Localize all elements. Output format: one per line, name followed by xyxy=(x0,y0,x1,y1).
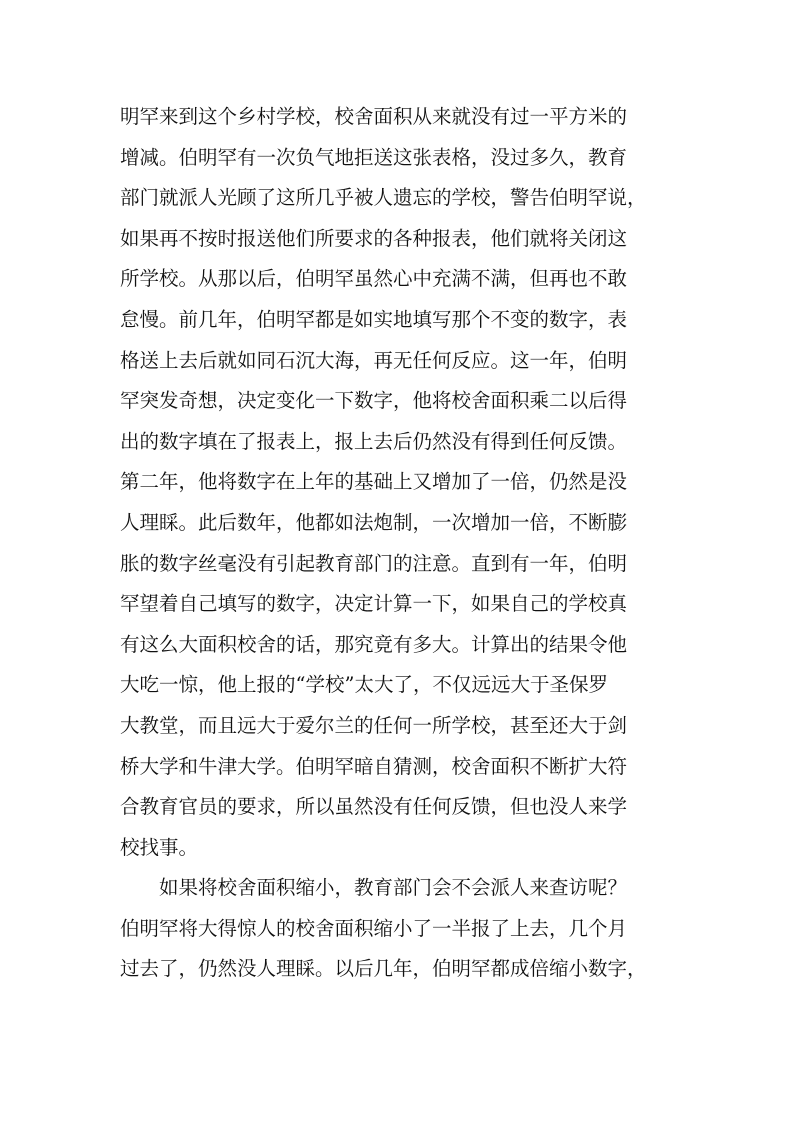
body-text xyxy=(120,97,695,990)
text-line: 胀的数字丝毫没有引起教育部门的注意。直到有一年，伯明 xyxy=(120,551,628,575)
text-line: 大教堂，而且远大于爱尔兰的任何一所学校，甚至还大于剑 xyxy=(120,713,628,737)
text-line: 出的数字填在了报表上，报上去后仍然没有得到任何反馈。 xyxy=(120,429,628,453)
text-line: 增减。伯明罕有一次负气地拒送这张表格，没过多久，教育 xyxy=(120,145,628,169)
text-line: 如果再不按时报送他们所要求的各种报表，他们就将关闭这 xyxy=(120,226,628,250)
text-line: 过去了，仍然没人理睬。以后几年，伯明罕都成倍缩小数字， xyxy=(120,957,647,981)
text-line: 怠慢。前几年，伯明罕都是如实地填写那个不变的数字，表 xyxy=(120,307,628,331)
paragraph-start-line: 如果将校舍面积缩小，教育部门会不会派人来查访呢？ xyxy=(120,876,628,900)
text-line: 格送上去后就如同石沉大海，再无任何反应。这一年，伯明 xyxy=(120,348,628,372)
text-line: 有这么大面积校舍的话，那究竟有多大。计算出的结果令他 xyxy=(120,632,628,656)
text-line: 罕望着自己填写的数字，决定计算一下，如果自己的学校真 xyxy=(120,592,628,616)
text-line: 第二年，他将数字在上年的基础上又增加了一倍，仍然是没 xyxy=(120,470,628,494)
text-line: 所学校。从那以后，伯明罕虽然心中充满不满，但再也不敢 xyxy=(120,267,628,291)
text-line: 伯明罕将大得惊人的校舍面积缩小了一半报了上去，几个月 xyxy=(120,916,628,940)
text-line: 桥大学和牛津大学。伯明罕暗自猜测，校舍面积不断扩大符 xyxy=(120,754,628,778)
text-line: 人理睬。此后数年，他都如法炮制，一次增加一倍，不断膨 xyxy=(120,510,628,534)
text-line: 校找事。 xyxy=(120,835,199,859)
text-line: 部门就派人光顾了这所几乎被人遗忘的学校，警告伯明罕说， xyxy=(120,186,647,210)
text-line: 大吃一惊，他上报的“学校”太大了，不仅远远大于圣保罗 xyxy=(120,673,608,697)
text-line: 合教育官员的要求，所以虽然没有任何反馈，但也没人来学 xyxy=(120,795,628,819)
text-line: 明罕来到这个乡村学校，校舍面积从来就没有过一平方米的 xyxy=(120,105,628,128)
text-line: 罕突发奇想，决定变化一下数字，他将校舍面积乘二以后得 xyxy=(120,389,628,413)
